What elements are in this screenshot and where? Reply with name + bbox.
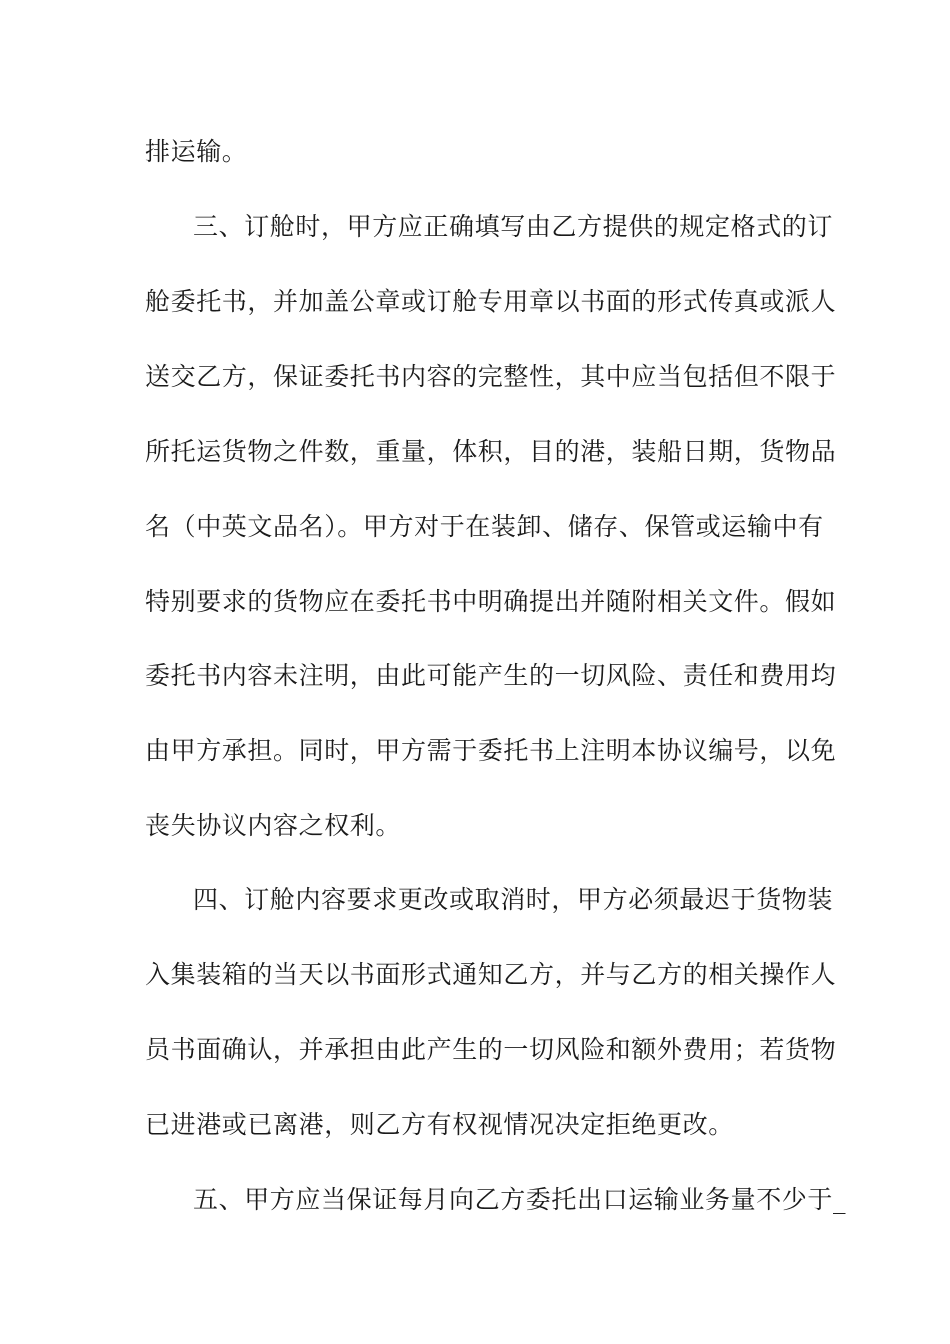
text-line-14: 已进港或已离港，则乙方有权视情况决定拒绝更改。	[145, 1110, 734, 1139]
text-line-7: 特别要求的货物应在委托书中明确提出并随附相关文件。假如	[145, 587, 837, 616]
text-line-13: 员书面确认，并承担由此产生的一切风险和额外费用；若货物	[145, 1035, 837, 1064]
text-line-10: 丧失协议内容之权利。	[145, 811, 402, 840]
text-line-1: 排运输。	[145, 137, 248, 166]
text-line-4: 送交乙方，保证委托书内容的完整性，其中应当包括但不限于	[145, 362, 837, 391]
text-line-5: 所托运货物之件数，重量，体积，目的港，装船日期，货物品	[145, 437, 837, 466]
clause-5-first-line: 五、甲方应当保证每月向乙方委托出口运输业务量不少于_	[193, 1185, 847, 1214]
text-line-6: 名（中英文品名）。甲方对于在装卸、储存、保管或运输中有	[145, 512, 824, 541]
text-line-3: 舱委托书，并加盖公章或订舱专用章以书面的形式传真或派人	[145, 287, 837, 316]
text-line-8: 委托书内容未注明，由此可能产生的一切风险、责任和费用均	[145, 661, 837, 690]
clause-4-first-line: 四、订舱内容要求更改或取消时，甲方必须最迟于货物装	[193, 885, 834, 914]
clause-3-first-line: 三、订舱时，甲方应正确填写由乙方提供的规定格式的订	[193, 212, 834, 241]
text-line-12: 入集装箱的当天以书面形式通知乙方，并与乙方的相关操作人	[145, 960, 837, 989]
text-line-9: 由甲方承担。同时，甲方需于委托书上注明本协议编号，以免	[145, 736, 837, 765]
